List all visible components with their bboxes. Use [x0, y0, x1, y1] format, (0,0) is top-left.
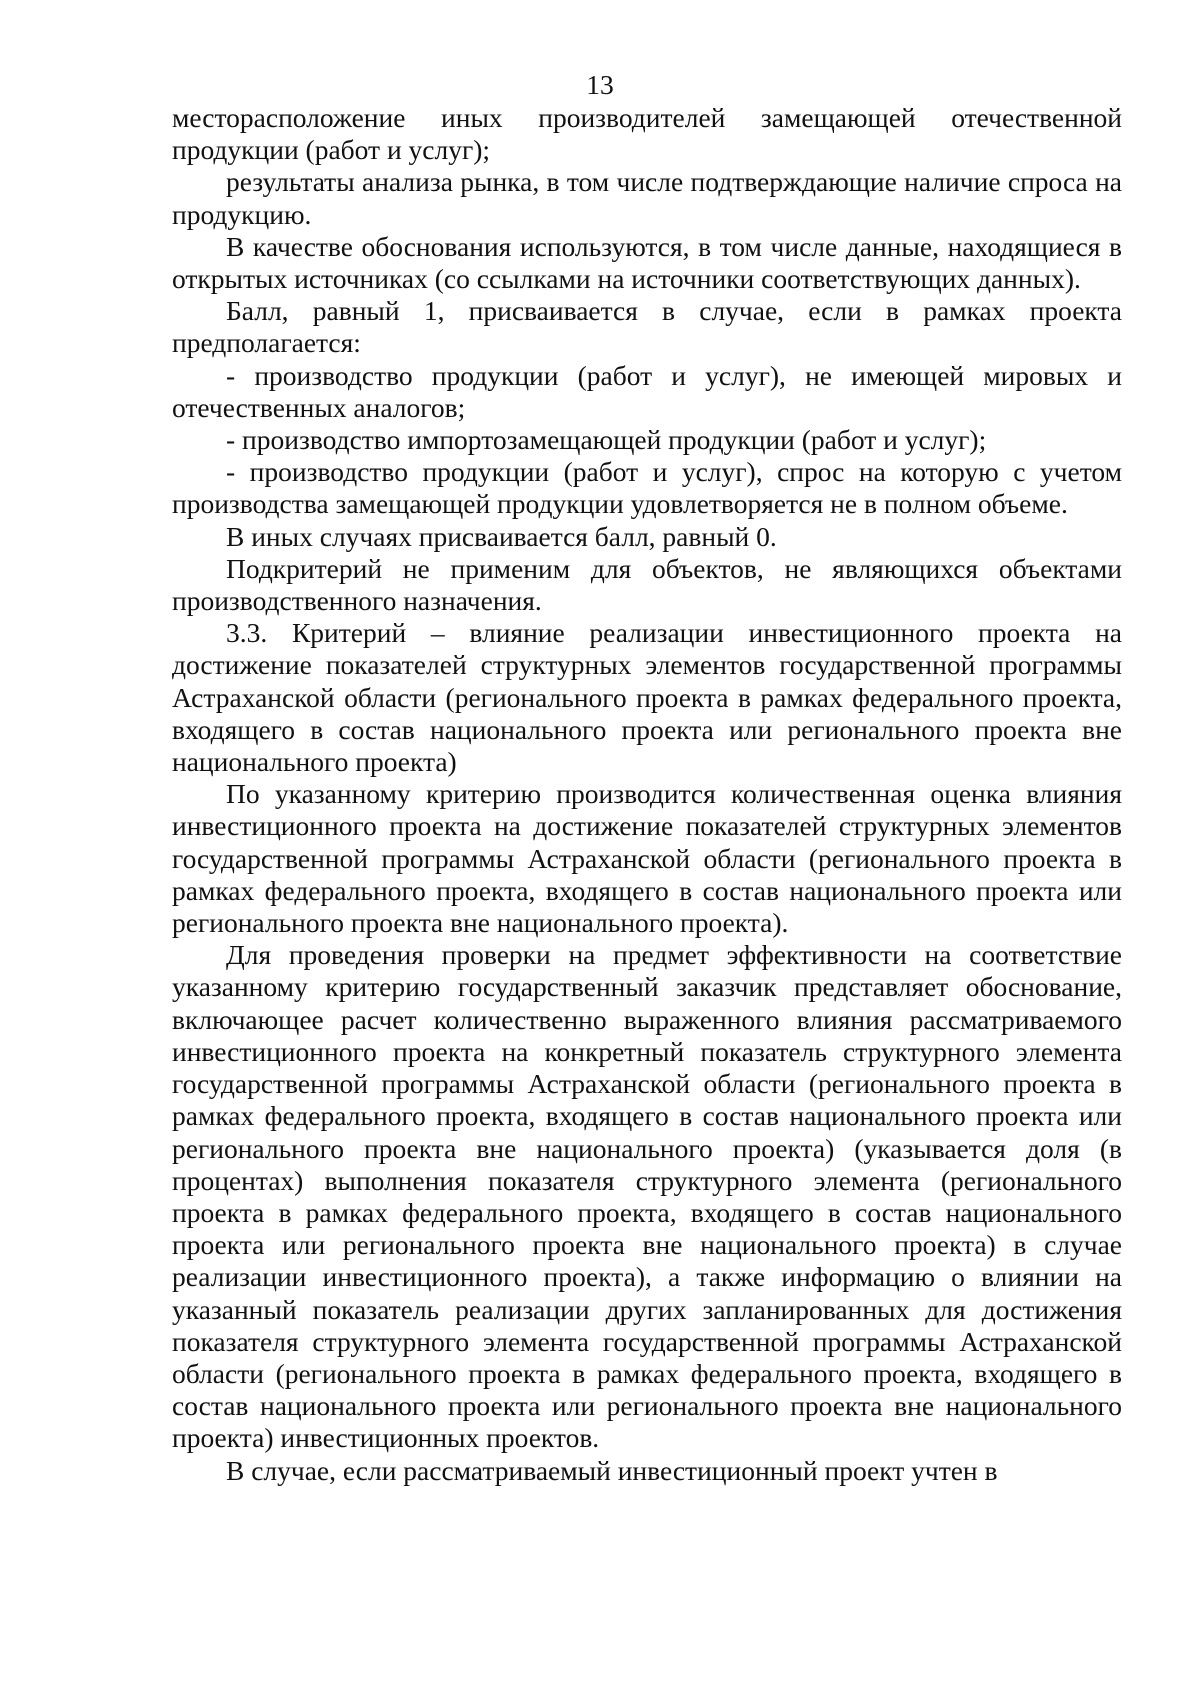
page-number: 13	[586, 69, 614, 100]
paragraph-subcriterion-not-applicable: Подкритерий не применим для объектов, не являющихся объектами производственного назначения.	[172, 552, 1122, 617]
paragraph-quantitative-assessment: По указанному критерию производится количественная оценка влияния инвестиционного проекта на достижение показателей структурных элементов государственной программы Астраханской области (регионального проекта в рамках федерального проекта, входящего в состав национального проекта или регионального проекта вне национального проекта).	[172, 778, 1122, 939]
list-item-no-analogues: - производство продукции (работ и услуг), не имеющей мировых и отечественных аналогов;	[172, 359, 1122, 423]
paragraph-market-analysis: результаты анализа рынка, в том числе подтверждающие наличие спроса на продукцию.	[172, 166, 1122, 230]
paragraph-score-one: Балл, равный 1, присваивается в случае, если в рамках проекта предполагается:	[172, 295, 1122, 359]
document-body	[172, 102, 1122, 1487]
list-item-unsatisfied-demand: - производство продукции (работ и услуг), спрос на которую с учетом производства замещающей продукции удовлетворяется не в полном объеме.	[172, 456, 1122, 520]
section-heading-3-3: 3.3. Критерий – влияние реализации инвестиционного проекта на достижение показателей структурных элементов государственной программы Астраханской области (регионального проекта в рамках федерального проекта, входящего в состав национального проекта или регионального проекта вне национального проекта)	[172, 617, 1122, 778]
paragraph-continuation: В случае, если рассматриваемый инвестиционный проект учтен в	[226, 1454, 998, 1486]
paragraph-location-of-producers: месторасположение иных производителей замещающей отечественной продукции (работ и услуг);	[172, 102, 1122, 166]
list-item-import-substitution: - производство импортозамещающей продукции (работ и услуг);	[226, 424, 987, 456]
paragraph-score-zero: В иных случаях присваивается балл, равный 0.	[226, 520, 777, 552]
paragraph-verification-justification: Для проведения проверки на предмет эффективности на соответствие указанному критерию государственный заказчик представляет обоснование, включающее расчет количественно выраженного влияния рассматриваемого инвестиционного проекта на конкретный показатель структурного элемента государственной программы Астраханской области (регионального проекта в рамках федерального проекта, входящего в состав национального проекта или регионального проекта вне национального проекта) (указывается доля (в процентах) выполнения показателя структурного элемента (регионального проекта в рамках федерального проекта, входящего в состав национального проекта или регионального проекта вне национального проекта) в случае реализации инвестиционного проекта), а также информацию о влиянии на указанный показатель реализации других запланированных для достижения показателя структурного элемента государственной программы Астраханской области (регионального проекта в рамках федерального проекта, входящего в состав национального проекта или регионального проекта вне национального проекта) инвестиционных проектов.	[172, 939, 1122, 1454]
paragraph-justification-sources: В качестве обоснования используются, в том числе данные, находящиеся в открытых источниках (со ссылками на источники соответствующих данных).	[172, 230, 1122, 295]
